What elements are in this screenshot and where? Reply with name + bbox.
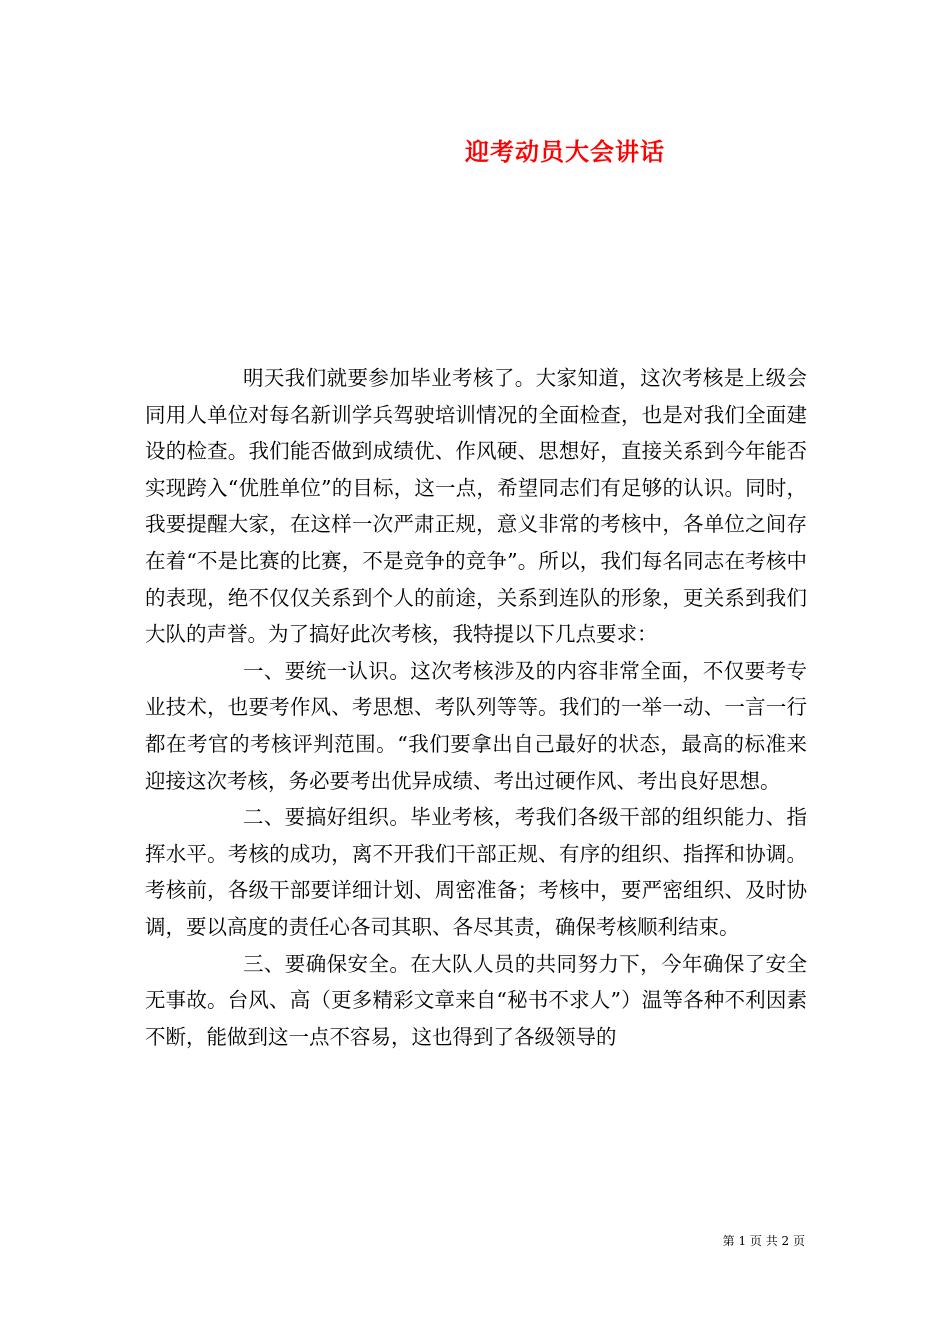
document-body [145, 360, 807, 1055]
page-number-footer: 第 1 页 共 2 页 [722, 1234, 805, 1248]
document-title: 迎考动员大会讲话 [465, 137, 665, 166]
paragraph-point-one: 一、要统一认识。这次考核涉及的内容非常全面，不仅要考专业技术，也要考作风、考思想、考队列等等。我们的一举一动、一言一行都在考官的考核评判范围。“我们要拿出自己最好的状态，最高的标准来迎接这次考核，务必要考出优异成绩、考出过硬作风、考出良好思想。 [145, 658, 807, 793]
paragraph-intro: 明天我们就要参加毕业考核了。大家知道，这次考核是上级会同用人单位对每名新训学兵驾驶培训情况的全面检查，也是对我们全面建设的检查。我们能否做到成绩优、作风硬、思想好，直接关系到今年能否实现跨入“优胜单位”的目标，这一点，希望同志们有足够的认识。同时，我要提醒大家，在这样一次严肃正规，意义非常的考核中，各单位之间存在着“不是比赛的比赛，不是竞争的竞争”。所以，我们每名同志在考核中的表现，绝不仅仅关系到个人的前途，关系到连队的形象，更关系到我们大队的声誉。为了搞好此次考核，我特提以下几点要求： [145, 366, 807, 647]
paragraph-point-two: 二、要搞好组织。毕业考核，考我们各级干部的组织能力、指挥水平。考核的成功，离不开我们干部正规、有序的组织、指挥和协调。考核前，各级干部要详细计划、周密准备；考核中，要严密组织、及时协调，要以高度的责任心各司其职、各尽其责，确保考核顺利结束。 [145, 805, 807, 939]
paragraph-point-three: 三、要确保安全。在大队人员的共同努力下，今年确保了安全无事故。台风、高（更多精彩文章来自“秘书不求人”）温等各种不利因素不断，能做到这一点不容易，这也得到了各级领导的 [145, 951, 807, 1049]
